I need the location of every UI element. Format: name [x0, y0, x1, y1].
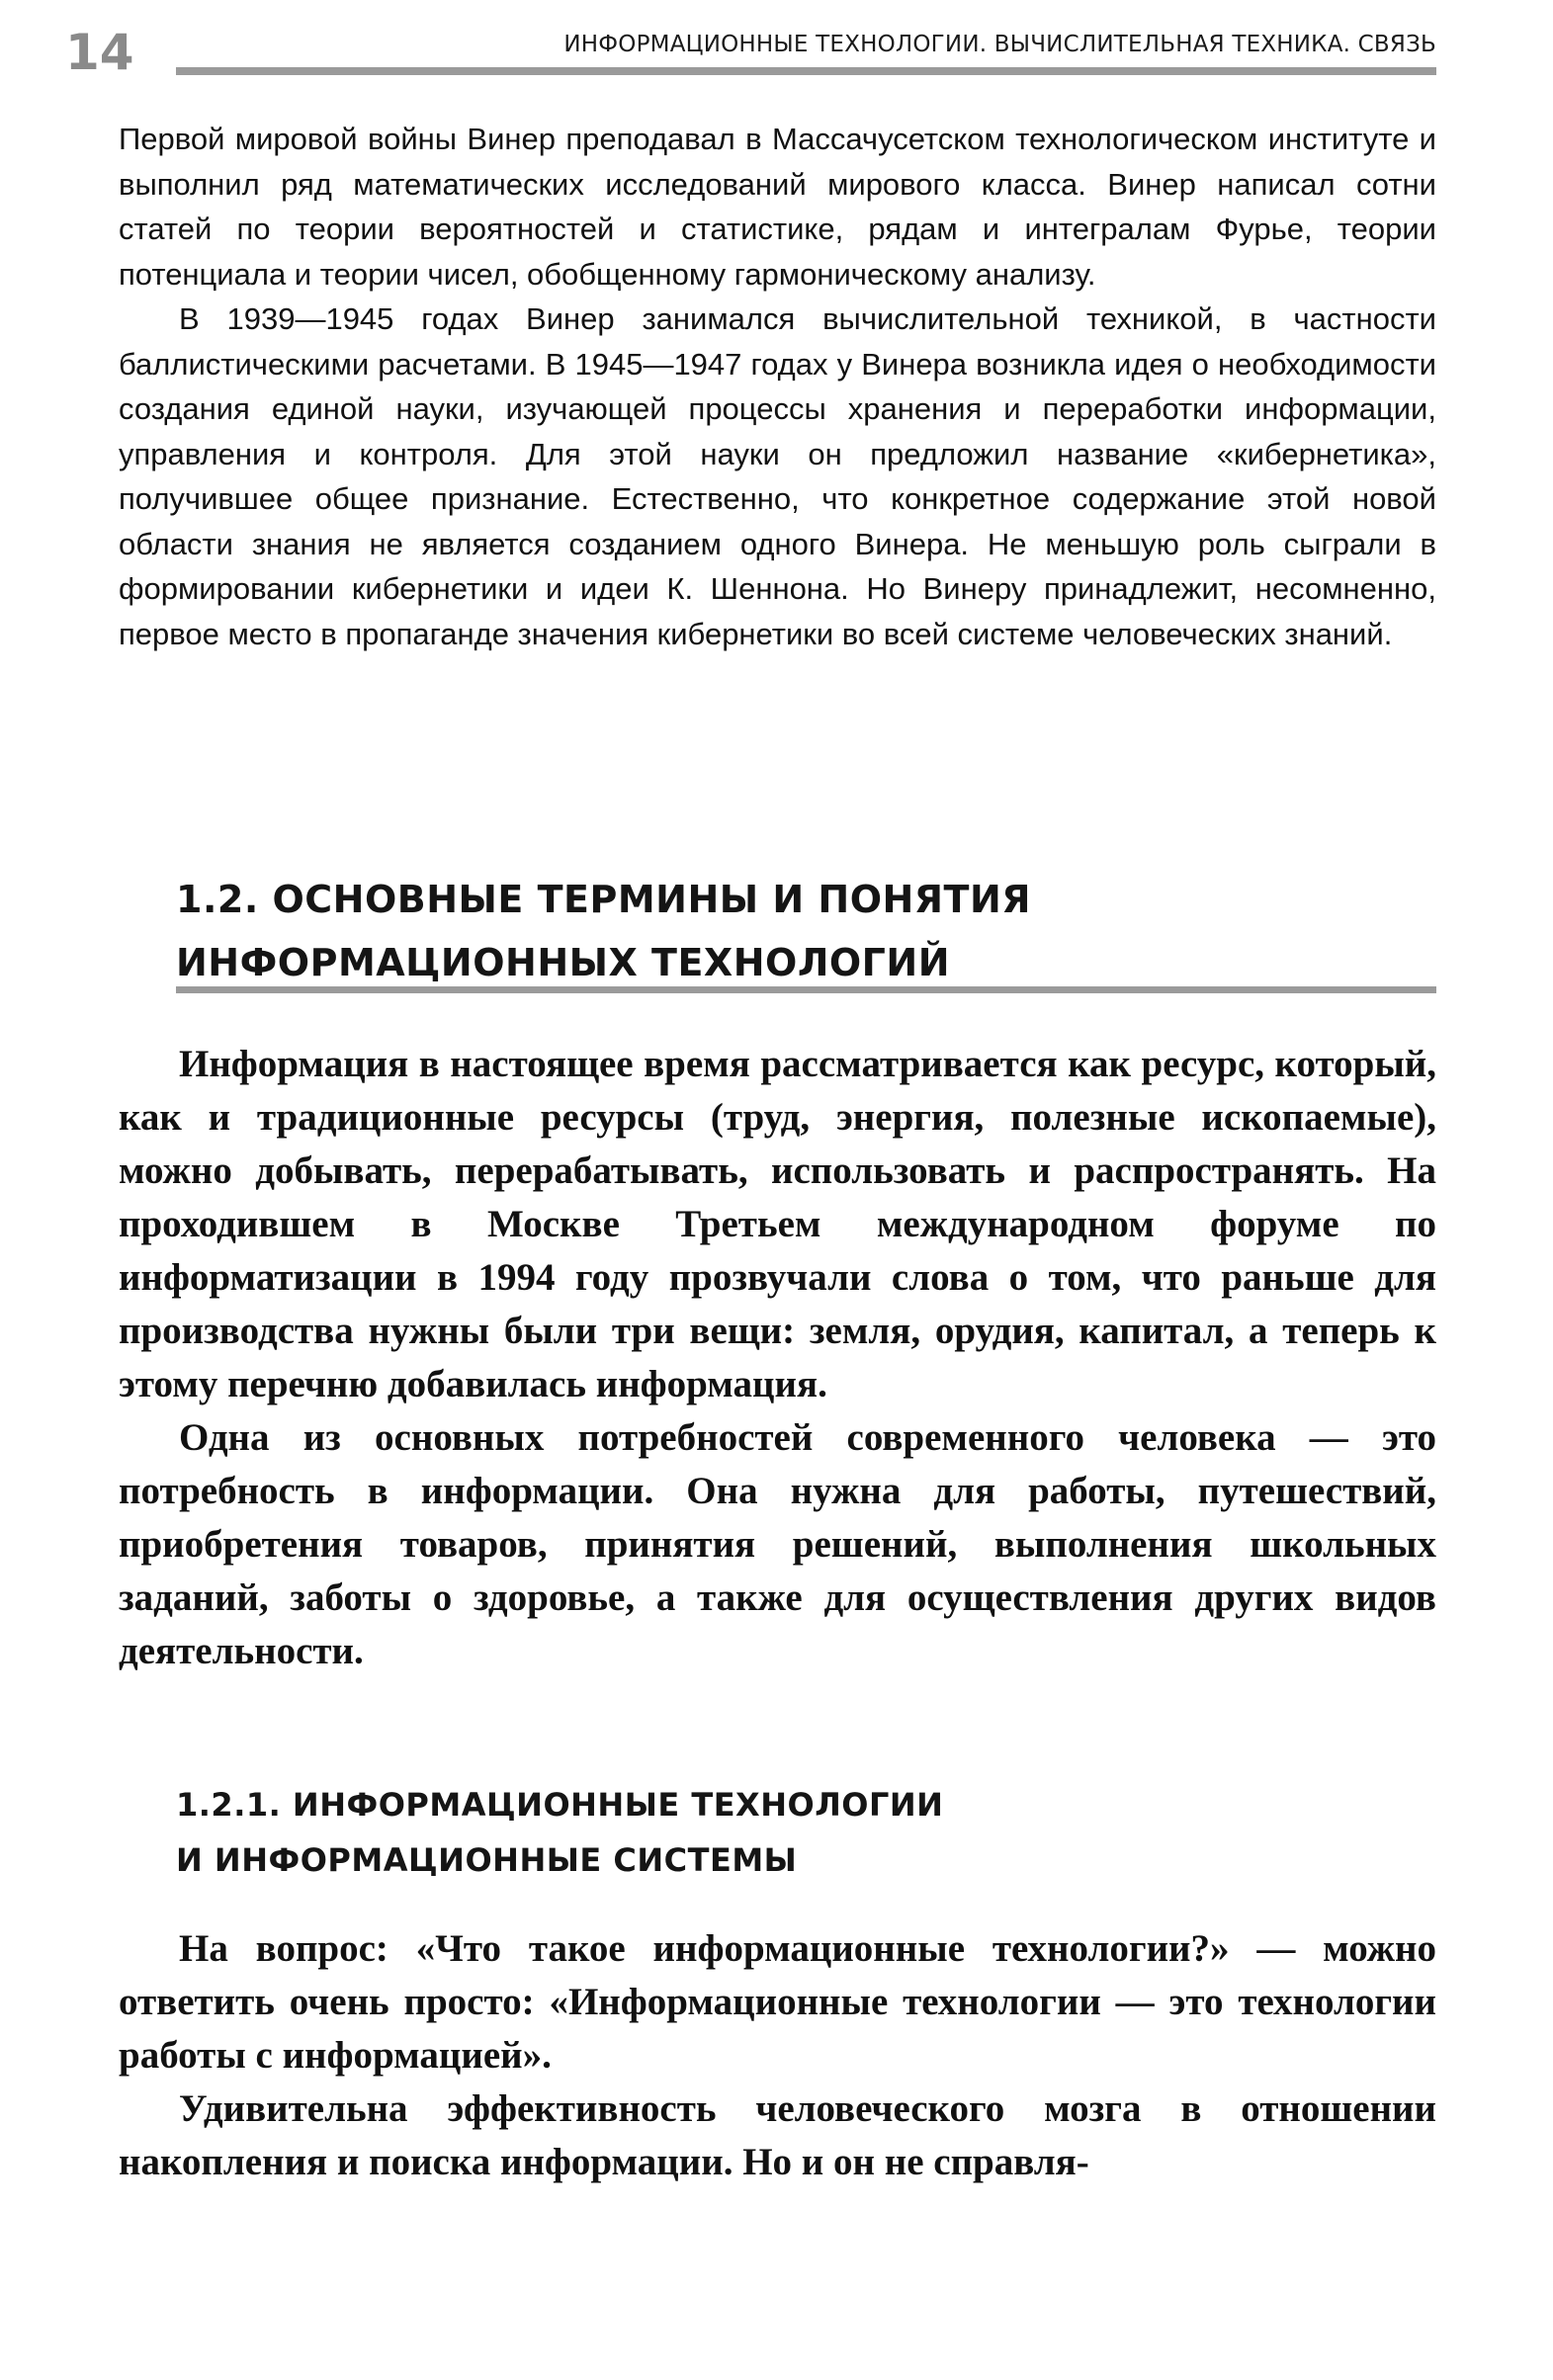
intro-text	[119, 117, 1436, 656]
subsection-body	[119, 1922, 1436, 2189]
header-divider	[176, 67, 1436, 75]
section-heading	[176, 868, 1436, 994]
section-heading-line-2: ИНФОРМАЦИОННЫХ ТЕХНОЛОГИЙ	[176, 941, 951, 984]
section-heading-divider	[176, 986, 1436, 993]
section-paragraph-1: Информация в настоящее время рассматривается как ресурс, который, как и традиционные ресурсы (труд, энергия, полезные ископаемые), можно добывать, перерабатывать, использовать и распространять. На проходившем в Москве Третьем международном форуме по информатизации в 1994 году прозвучали слова о том, что раньше для производства нужны были три вещи: земля, орудия, капитал, а теперь к этому перечню добавилась информация.	[119, 1043, 1436, 1405]
subsection-heading	[176, 1777, 1436, 1888]
intro-paragraph-1: Первой мировой войны Винер преподавал в Массачусетском технологическом институте и выполнил ряд математических исследований мирового класса. Винер написал сотни статей по теории вероятностей и статистике, рядам и интегралам Фурье, теории потенциала и теории чисел, обобщенному гармоническому анализу.	[119, 122, 1436, 292]
running-head: ИНФОРМАЦИОННЫЕ ТЕХНОЛОГИИ. ВЫЧИСЛИТЕЛЬНАЯ ТЕХНИКА. СВЯЗЬ	[563, 32, 1436, 57]
section-body	[119, 1038, 1436, 1678]
section-heading-line-1: 1.2. ОСНОВНЫЕ ТЕРМИНЫ И ПОНЯТИЯ	[176, 878, 1032, 921]
page-number: 14	[65, 24, 134, 81]
subsection-paragraph-2: Удивительна эффективность человеческого мозга в отношении накопления и поиска информации. Но и он не справля-	[119, 2087, 1436, 2183]
section-paragraph-2: Одна из основных потребностей современного человека — это потребность в информации. Она нужна для работы, путешествий, приобретения товаров, принятия решений, выполнения школьных заданий, заботы о здоровье, а также для осуществления других видов деятельности.	[119, 1416, 1436, 1672]
subsection-heading-line-1: 1.2.1. ИНФОРМАЦИОННЫЕ ТЕХНОЛОГИИ	[176, 1786, 944, 1824]
intro-paragraph-2: В 1939—1945 годах Винер занимался вычислительной техникой, в частности баллистическими расчетами. В 1945—1947 годах у Винера возникла идея о необходимости создания единой науки, изучающей процессы хранения и переработки информации, управления и контроля. Для этой науки он предложил название «кибернетика», получившее общее признание. Естественно, что конкретное содержание этой новой области знания не является созданием одного Винера. Не меньшую роль сыграли в формировании кибернетики и идеи К. Шеннона. Но Винеру принадлежит, несомненно, первое место в пропаганде значения кибернетики во всей системе человеческих знаний.	[119, 301, 1436, 651]
subsection-paragraph-1: На вопрос: «Что такое информационные технологии?» — можно ответить очень просто: «Информационные технологии — это технологии работы с информацией».	[119, 1927, 1436, 2077]
subsection-heading-line-2: И ИНФОРМАЦИОННЫЕ СИСТЕМЫ	[176, 1841, 798, 1879]
